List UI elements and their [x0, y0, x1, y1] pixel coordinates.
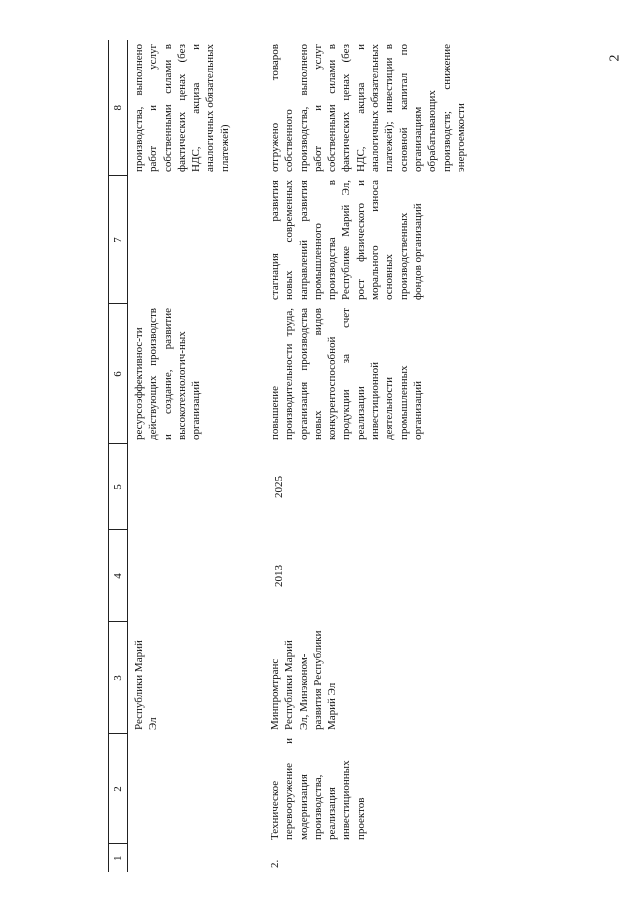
expected-result: ресурсоэффективнос-ти действующих производств и создание, развитие высокотехнологич-ных организаций: [133, 308, 203, 440]
responsible-executor: Республики Марий Эл: [133, 640, 160, 730]
measure-name: [128, 734, 265, 844]
column-header-5: 5: [109, 444, 128, 530]
end-year: [128, 444, 265, 530]
start-year: 2013: [273, 565, 285, 587]
program-measures-table: [108, 40, 468, 872]
non-implementation-consequences: [128, 176, 265, 304]
row-number: 2.: [269, 859, 281, 868]
column-header-4: 4: [109, 530, 128, 622]
column-header-8: 8: [109, 40, 128, 176]
measure-name: Техническое перевооружение и модернизация производства, реализация инвестиционных проектов: [269, 738, 367, 840]
end-year: 2025: [273, 476, 285, 498]
row-number: [128, 844, 265, 872]
column-header-3: 3: [109, 622, 128, 734]
responsible-executor: Минпромтранс Республики Марий Эл, Минэконом-развития Республики Марий Эл: [269, 630, 339, 730]
expected-result: повышение производительности труда, организация производства новых видов конкурентоспособной продукции за счет реализации инвестиционной деятельности промышленных организаций: [269, 308, 424, 440]
non-implementation-consequences: стагнация развития новых современных направлений развития промышленного производства в Республике Марий Эл, рост физического и морального износа основных производственных фондов организаций: [269, 180, 424, 300]
related-indicators: отгружено товаров собственного производства, выполнено работ и услуг собственными силами в фактических ценах (без НДС, акциза и аналогичных обязательных платежей); инвестиции в основной капитал по организациям обрабатывающих производств; снижение энергоемкости: [269, 44, 467, 172]
table-row: [128, 40, 265, 872]
start-year: [128, 530, 265, 622]
page-number: 2: [607, 54, 623, 62]
column-header-2: 2: [109, 734, 128, 844]
related-indicators: производства, выполнено работ и услуг собственными силами в фактических ценах (без НДС, акциза и аналогичных обязательных платежей): [133, 44, 231, 172]
column-header-7: 7: [109, 176, 128, 304]
column-header-1: 1: [109, 844, 128, 872]
table-row: [264, 40, 468, 872]
column-number-row: [109, 40, 128, 872]
column-header-6: 6: [109, 304, 128, 444]
rotated-table-sheet: [108, 40, 508, 872]
